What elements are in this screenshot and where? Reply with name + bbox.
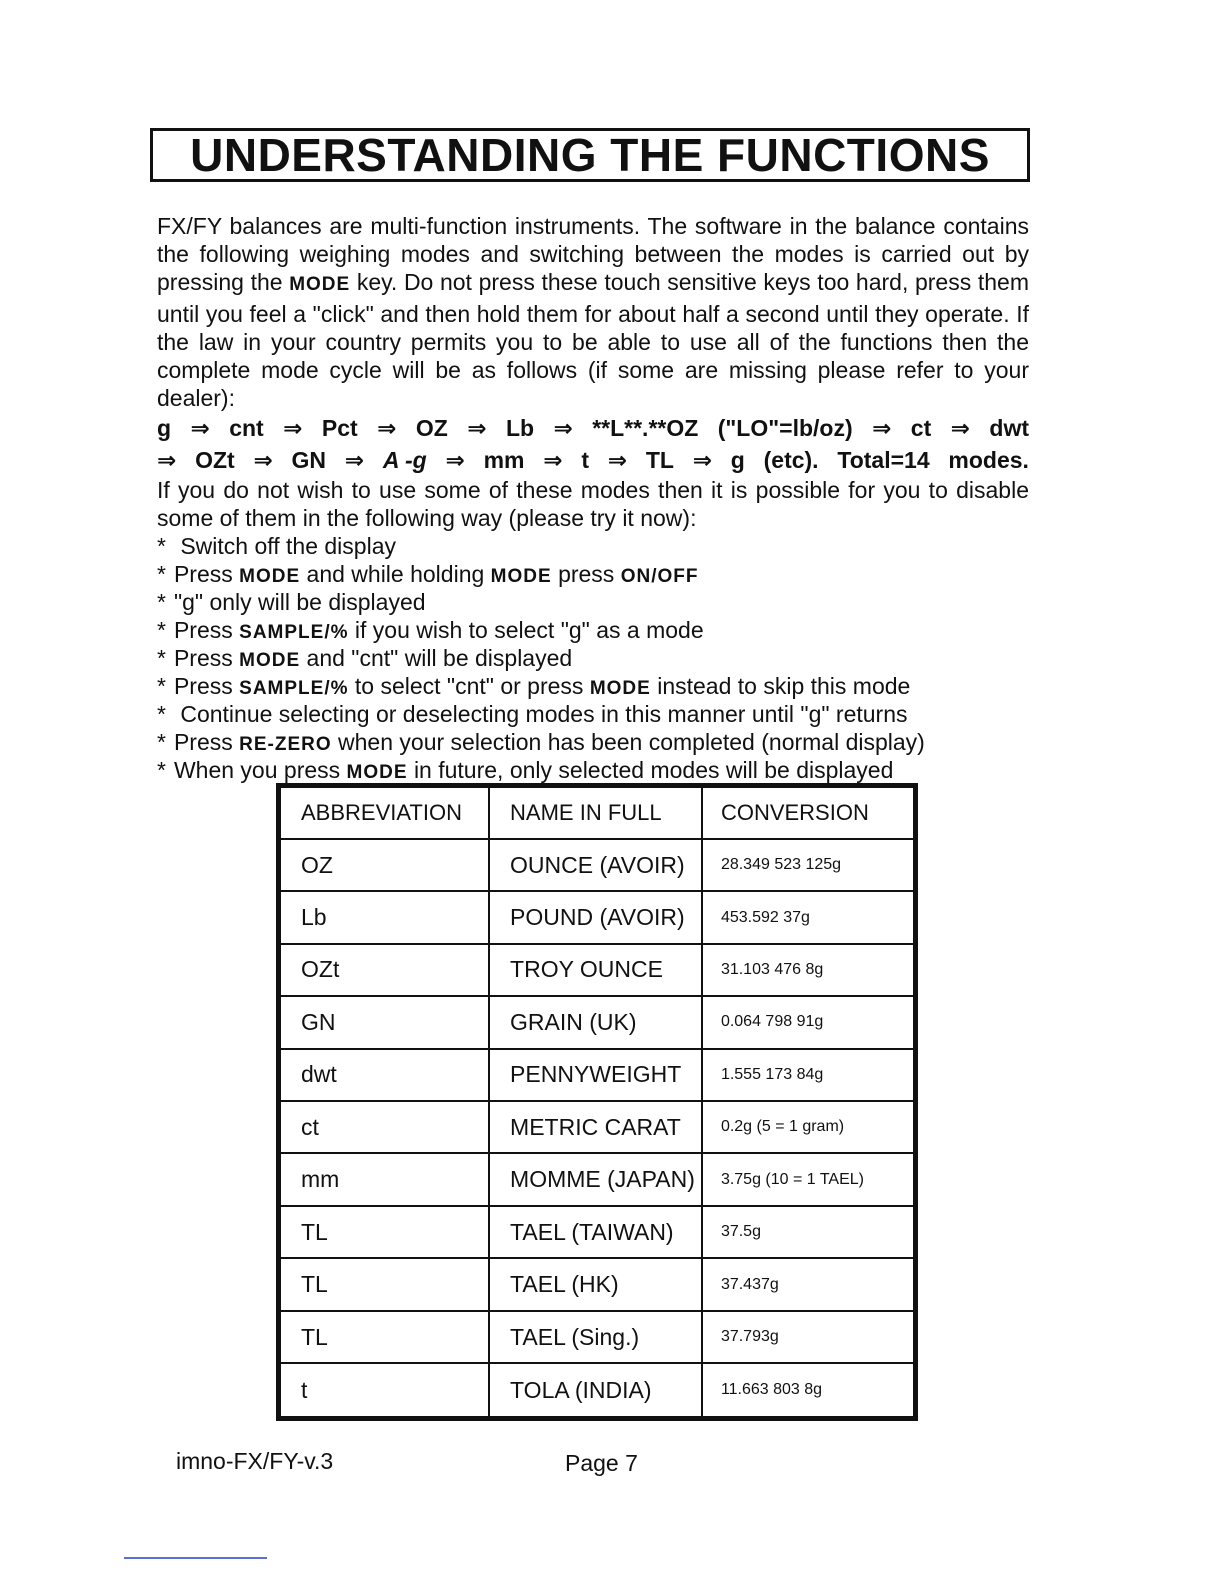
step-text: instead to skip this mode: [657, 673, 911, 700]
table-row: [279, 1311, 916, 1363]
table-row: [279, 1206, 916, 1258]
list-item: [157, 588, 1029, 616]
cell-conversion: 37.437g: [702, 1258, 916, 1310]
seq-item: g: [157, 415, 172, 442]
cell-abbreviation: Lb: [279, 891, 490, 943]
footer-doc-id: imno-FX/FY-v.3: [176, 1448, 334, 1474]
seq-total: Total=14: [837, 447, 930, 474]
intro-part1: FX/FY balances are multi-function instruments. The software in the balance contains the following weighing modes and switching between the modes is carried out by pressing the: [157, 213, 1029, 296]
bullet-icon: *: [157, 589, 166, 616]
arrow-icon: ⇒: [283, 415, 303, 442]
bullet-icon: *: [157, 617, 166, 644]
step-text: Press: [173, 729, 233, 756]
cell-conversion: 0.2g (5 = 1 gram): [702, 1101, 916, 1153]
seq-item: modes.: [948, 447, 1029, 474]
table-row: [279, 839, 916, 891]
cell-name: MOMME (JAPAN): [489, 1153, 702, 1205]
seq-item: g: [730, 447, 745, 474]
bullet-icon: *: [157, 533, 166, 560]
key-mode: MODE: [589, 678, 651, 700]
cell-abbreviation: t: [279, 1363, 490, 1418]
step-text: in future, only selected modes will be displayed: [413, 757, 894, 784]
step-text: Press: [173, 645, 233, 672]
cell-name: GRAIN (UK): [489, 996, 702, 1048]
cell-name: OUNCE (AVOIR): [489, 839, 702, 891]
seq-item: cnt: [229, 415, 264, 442]
cell-conversion: 31.103 476 8g: [702, 944, 916, 996]
cell-abbreviation: GN: [279, 996, 490, 1048]
step-text: Press: [173, 561, 233, 588]
key-mode: MODE: [239, 650, 301, 672]
divider: [124, 1557, 267, 1559]
arrow-icon: ⇒: [872, 415, 892, 442]
cell-name: TROY OUNCE: [489, 944, 702, 996]
list-item: [157, 700, 1029, 728]
arrow-icon: ⇒: [543, 447, 563, 474]
step-text: if you wish to select "g" as a mode: [354, 617, 704, 644]
cell-conversion: 1.555 173 84g: [702, 1049, 916, 1101]
key-mode: MODE: [239, 566, 301, 588]
steps-list: [157, 532, 1029, 784]
cell-abbreviation: mm: [279, 1153, 490, 1205]
seq-item: **L**.**OZ: [592, 415, 699, 442]
arrow-icon: ⇒: [607, 447, 628, 474]
step-text: and "cnt" will be displayed: [306, 645, 573, 672]
key-sample: SAMPLE/%: [239, 622, 349, 644]
step-text: When you press: [173, 757, 341, 784]
arrow-icon: ⇒: [190, 415, 210, 442]
seq-item: A -g: [382, 447, 427, 474]
bullet-icon: *: [157, 561, 166, 588]
cell-name: PENNYWEIGHT: [489, 1049, 702, 1101]
cell-conversion: 11.663 803 8g: [702, 1363, 916, 1418]
step-text: Switch off the display: [180, 533, 396, 560]
arrow-icon: ⇒: [157, 447, 177, 474]
footer-page-number: Page 7: [565, 1450, 638, 1476]
cell-conversion: 3.75g (10 = 1 TAEL): [702, 1153, 916, 1205]
arrow-icon: ⇒: [950, 415, 970, 442]
seq-item: mm: [483, 447, 525, 474]
seq-item: dwt: [989, 415, 1029, 442]
table-row: [279, 1258, 916, 1310]
key-onoff: ON/OFF: [620, 566, 699, 588]
step-text: Continue selecting or deselecting modes in this manner until "g" returns: [180, 701, 908, 728]
bullet-icon: *: [157, 757, 166, 784]
column-header: ABBREVIATION: [279, 786, 490, 839]
list-item: [157, 728, 1029, 756]
cell-abbreviation: OZt: [279, 944, 490, 996]
sequence-line-2: [157, 444, 1029, 476]
step-text: Press: [173, 673, 233, 700]
bullet-icon: *: [157, 645, 166, 672]
list-item: [157, 560, 1029, 588]
conversion-table: [276, 783, 918, 1421]
cell-conversion: 37.793g: [702, 1311, 916, 1363]
cell-conversion: 453.592 37g: [702, 891, 916, 943]
seq-item: TL: [645, 447, 674, 474]
list-item: [157, 756, 1029, 784]
intro-paragraph: [157, 212, 1029, 412]
step-text: Press: [173, 617, 233, 644]
arrow-icon: ⇒: [377, 415, 397, 442]
table-row: [279, 1101, 916, 1153]
cell-abbreviation: TL: [279, 1311, 490, 1363]
table-header-row: [279, 786, 916, 839]
sequence-line-1: [157, 412, 1029, 444]
cell-conversion: 37.5g: [702, 1206, 916, 1258]
seq-item: GN: [291, 447, 327, 474]
bullet-icon: *: [157, 729, 166, 756]
cell-name: TAEL (HK): [489, 1258, 702, 1310]
key-mode: MODE: [490, 566, 552, 588]
cell-name: TAEL (Sing.): [489, 1311, 702, 1363]
step-text: to select "cnt" or press: [354, 673, 584, 700]
disable-paragraph: If you do not wish to use some of these modes then it is possible for you to disable some of them in the following way (please try it now):: [157, 477, 1029, 532]
page-title-box: [150, 128, 1030, 182]
cell-name: TOLA (INDIA): [489, 1363, 702, 1418]
cell-abbreviation: TL: [279, 1258, 490, 1310]
step-text: when your selection has been completed (normal display): [338, 729, 925, 756]
key-rezero: RE-ZERO: [239, 734, 332, 756]
body-text: [157, 212, 1029, 784]
table-row: [279, 944, 916, 996]
bullet-icon: *: [157, 673, 166, 700]
seq-item: Lb: [505, 415, 535, 442]
seq-item: OZt: [195, 447, 235, 474]
seq-item: t: [581, 447, 589, 474]
step-text: "g" only will be displayed: [173, 589, 426, 616]
bullet-icon: *: [157, 701, 166, 728]
arrow-icon: ⇒: [692, 447, 712, 474]
table-row: [279, 996, 916, 1048]
seq-item: (etc).: [763, 447, 819, 474]
column-header: CONVERSION: [702, 786, 916, 839]
seq-item: ("LO"=lb/oz): [717, 415, 853, 442]
table-row: [279, 891, 916, 943]
arrow-icon: ⇒: [553, 415, 573, 442]
arrow-icon: ⇒: [344, 447, 365, 474]
key-sample: SAMPLE/%: [239, 678, 349, 700]
list-item: [157, 644, 1029, 672]
list-item: [157, 532, 1029, 560]
cell-abbreviation: dwt: [279, 1049, 490, 1101]
arrow-icon: ⇒: [467, 415, 487, 442]
mode-sequence: [157, 412, 1029, 476]
cell-name: METRIC CARAT: [489, 1101, 702, 1153]
cell-conversion: 28.349 523 125g: [702, 839, 916, 891]
cell-conversion: 0.064 798 91g: [702, 996, 916, 1048]
seq-item: Pct: [321, 415, 358, 442]
list-item: [157, 616, 1029, 644]
seq-item: OZ: [415, 415, 448, 442]
cell-abbreviation: TL: [279, 1206, 490, 1258]
table-row: [279, 1153, 916, 1205]
intro-part2: key. Do not press these touch sensitive keys too hard, press them until you feel a "click" and then hold them for about half a second until they operate. If the law in your country permits you to be able to use all of the functions then the complete mode cycle will be as follows (if some are missing please refer to your dealer):: [157, 269, 1029, 412]
arrow-icon: ⇒: [253, 447, 273, 474]
step-text: press: [558, 561, 615, 588]
table-row: [279, 1363, 916, 1418]
arrow-icon: ⇒: [445, 447, 465, 474]
key-mode: MODE: [346, 762, 408, 784]
step-text: and while holding: [306, 561, 485, 588]
key-mode: MODE: [289, 274, 351, 296]
column-header: NAME IN FULL: [489, 786, 702, 839]
table-row: [279, 1049, 916, 1101]
cell-abbreviation: OZ: [279, 839, 490, 891]
page-title: UNDERSTANDING THE FUNCTIONS: [190, 129, 990, 181]
cell-abbreviation: ct: [279, 1101, 490, 1153]
seq-item: ct: [910, 415, 932, 442]
list-item: [157, 672, 1029, 700]
cell-name: TAEL (TAIWAN): [489, 1206, 702, 1258]
cell-name: POUND (AVOIR): [489, 891, 702, 943]
